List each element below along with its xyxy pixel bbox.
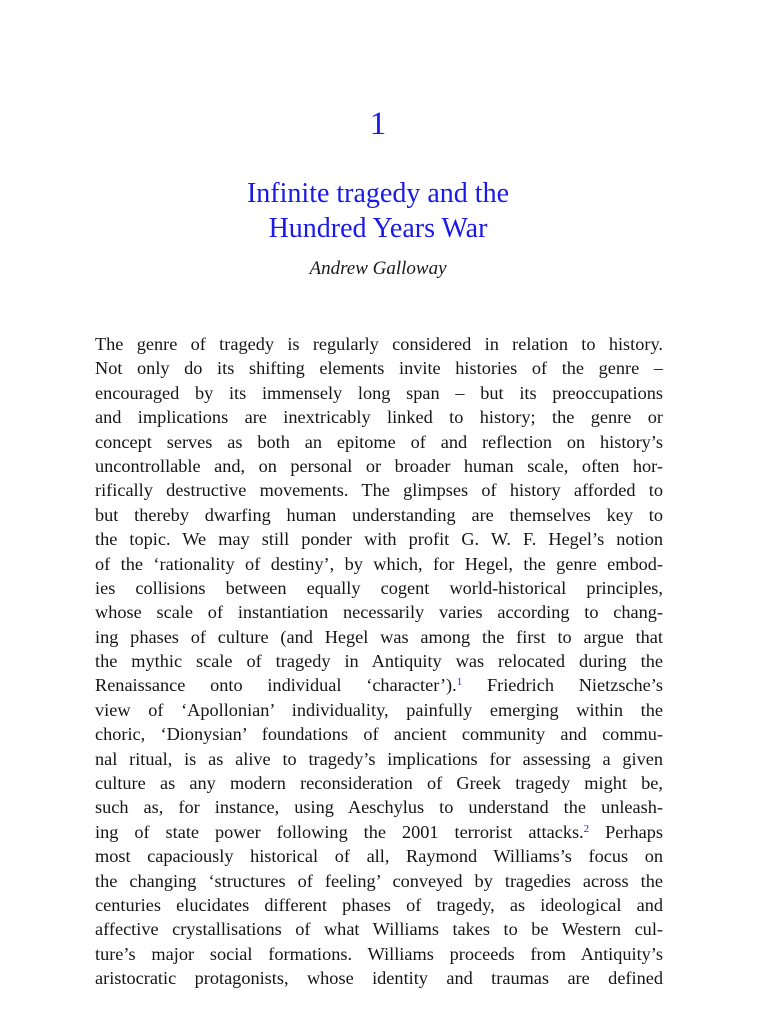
text-segment: Renaissance onto individual ‘character’). bbox=[95, 675, 457, 696]
text-line: affective crystallisations of what Williams takes to be Western cul- bbox=[95, 919, 663, 940]
text-line: encouraged by its immensely long span – but its preoccupations bbox=[95, 382, 663, 403]
text-line: the changing ‘structures of feeling’ conveyed by tragedies across the bbox=[95, 870, 663, 891]
chapter-title bbox=[0, 176, 756, 246]
footnote-ref-2[interactable]: 2 bbox=[583, 822, 590, 835]
text-line: choric, ‘Dionysian’ foundations of ancient community and commu- bbox=[95, 724, 663, 745]
chapter-number: 1 bbox=[369, 106, 387, 142]
text-line: most capaciously historical of all, Raymond Williams’s focus on bbox=[95, 846, 663, 867]
text-line: rifically destructive movements. The glimpses of history afforded to bbox=[95, 480, 663, 501]
text-segment: ing of state power following the 2001 terrorist attacks. bbox=[95, 821, 584, 842]
text-line-with-note bbox=[95, 820, 663, 844]
text-line: uncontrollable and, on personal or broader human scale, often hor- bbox=[95, 455, 663, 476]
text-line: The genre of tragedy is regularly considered in relation to history. bbox=[95, 334, 663, 354]
text-line: such as, for instance, using Aeschylus to understand the unleash- bbox=[95, 797, 663, 818]
text-line: the topic. We may still ponder with profit G. W. F. Hegel’s notion bbox=[95, 529, 663, 550]
text-line: ture’s major social formations. Williams proceeds from Antiquity’s bbox=[95, 943, 663, 964]
text-line: ies collisions between equally cogent world-historical principles, bbox=[95, 577, 663, 598]
chapter-title-line-2: Hundred Years War bbox=[268, 213, 488, 244]
text-line: and implications are inextricably linked to history; the genre or bbox=[95, 407, 663, 428]
text-segment: Perhaps bbox=[589, 821, 663, 842]
text-line: whose scale of instantiation necessarily varies according to chang- bbox=[95, 602, 663, 623]
text-line: view of ‘Apollonian’ individuality, painfully emerging within the bbox=[95, 699, 663, 720]
chapter-title-line-1: Infinite tragedy and the bbox=[246, 178, 509, 209]
text-line: ing phases of culture (and Hegel was among the first to argue that bbox=[95, 626, 663, 647]
body-paragraph bbox=[95, 332, 663, 991]
footnote-ref-1[interactable]: 1 bbox=[456, 676, 463, 689]
text-line: culture as any modern reconsideration of Greek tragedy might be, bbox=[95, 773, 663, 794]
text-line: concept serves as both an epitome of and reflection on history’s bbox=[95, 431, 663, 452]
text-line: of the ‘rationality of destiny’, by which, for Hegel, the genre embod- bbox=[95, 553, 663, 574]
text-line: Not only do its shifting elements invite histories of the genre – bbox=[95, 358, 663, 379]
chapter-author: Andrew Galloway bbox=[309, 258, 447, 279]
text-line: centuries elucidates different phases of tragedy, as ideological and bbox=[95, 894, 663, 915]
text-line-with-note bbox=[95, 673, 663, 697]
text-segment: Friedrich Nietzsche’s bbox=[462, 675, 663, 696]
text-line: the mythic scale of tragedy in Antiquity was relocated during the bbox=[95, 651, 663, 672]
text-line: aristocratic protagonists, whose identity and traumas are defined bbox=[95, 968, 663, 989]
text-line: nal ritual, is as alive to tragedy’s implications for assessing a given bbox=[95, 748, 663, 769]
text-line: but thereby dwarfing human understanding are themselves key to bbox=[95, 504, 663, 525]
